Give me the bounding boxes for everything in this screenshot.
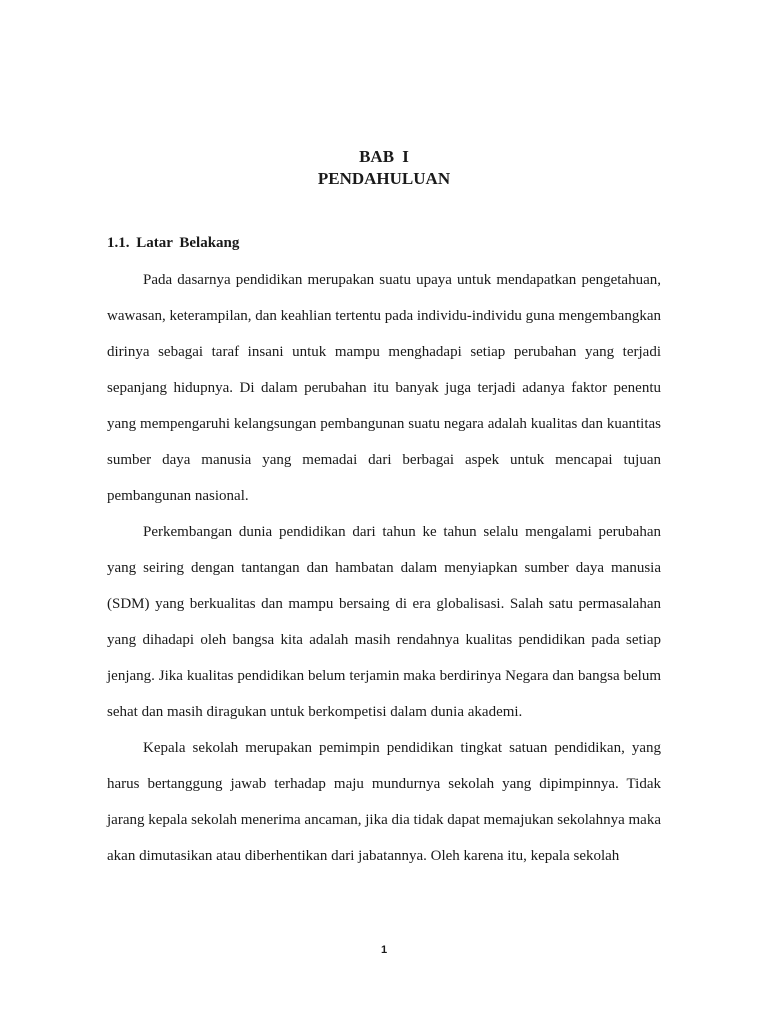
chapter-number: BAB I bbox=[359, 147, 409, 166]
page-number: 1 bbox=[380, 944, 388, 956]
section-heading: 1.1. Latar Belakang bbox=[107, 235, 240, 251]
paragraph-3: Kepala sekolah merupakan pemimpin pendidikan tingkat satuan pendidikan, yang harus bertanggung jawab terhadap maju mundurnya sekolah yang dipimpinnya. Tidak jarang kepala sekolah menerima ancaman, jika dia tidak dapat memajukan sekolahnya maka akan dimutasikan atau diberhentikan dari jabatannya. Oleh karena itu, kepala sekolah bbox=[107, 740, 661, 864]
paragraph-2: Perkembangan dunia pendidikan dari tahun ke tahun selalu mengalami perubahan yang seiring dengan tantangan dan hambatan dalam menyiapkan sumber daya manusia (SDM) yang berkualitas dan mampu bersaing di era globalisasi. Salah satu permasalahan yang dihadapi oleh bangsa kita adalah masih rendahnya kualitas pendidikan pada setiap jenjang. Jika kualitas pendidikan belum terjamin maka berdirinya Negara dan bangsa belum sehat dan masih diragukan untuk berkompetisi dalam dunia akademi. bbox=[107, 524, 661, 720]
chapter-title: PENDAHULUAN bbox=[317, 169, 451, 188]
body-text bbox=[107, 262, 661, 874]
paragraph-1: Pada dasarnya pendidikan merupakan suatu upaya untuk mendapatkan pengetahuan, wawasan, keterampilan, dan keahlian tertentu pada individu-individu guna mengembangkan dirinya sebagai taraf insani untuk mampu menghadapi setiap perubahan yang terjadi sepanjang hidupnya. Di dalam perubahan itu banyak juga terjadi adanya faktor penentu yang mempengaruhi kelangsungan pembangunan suatu negara adalah kualitas dan kuantitas sumber daya manusia yang memadai dari berbagai aspek untuk mencapai tujuan pembangunan nasional. bbox=[107, 272, 661, 504]
